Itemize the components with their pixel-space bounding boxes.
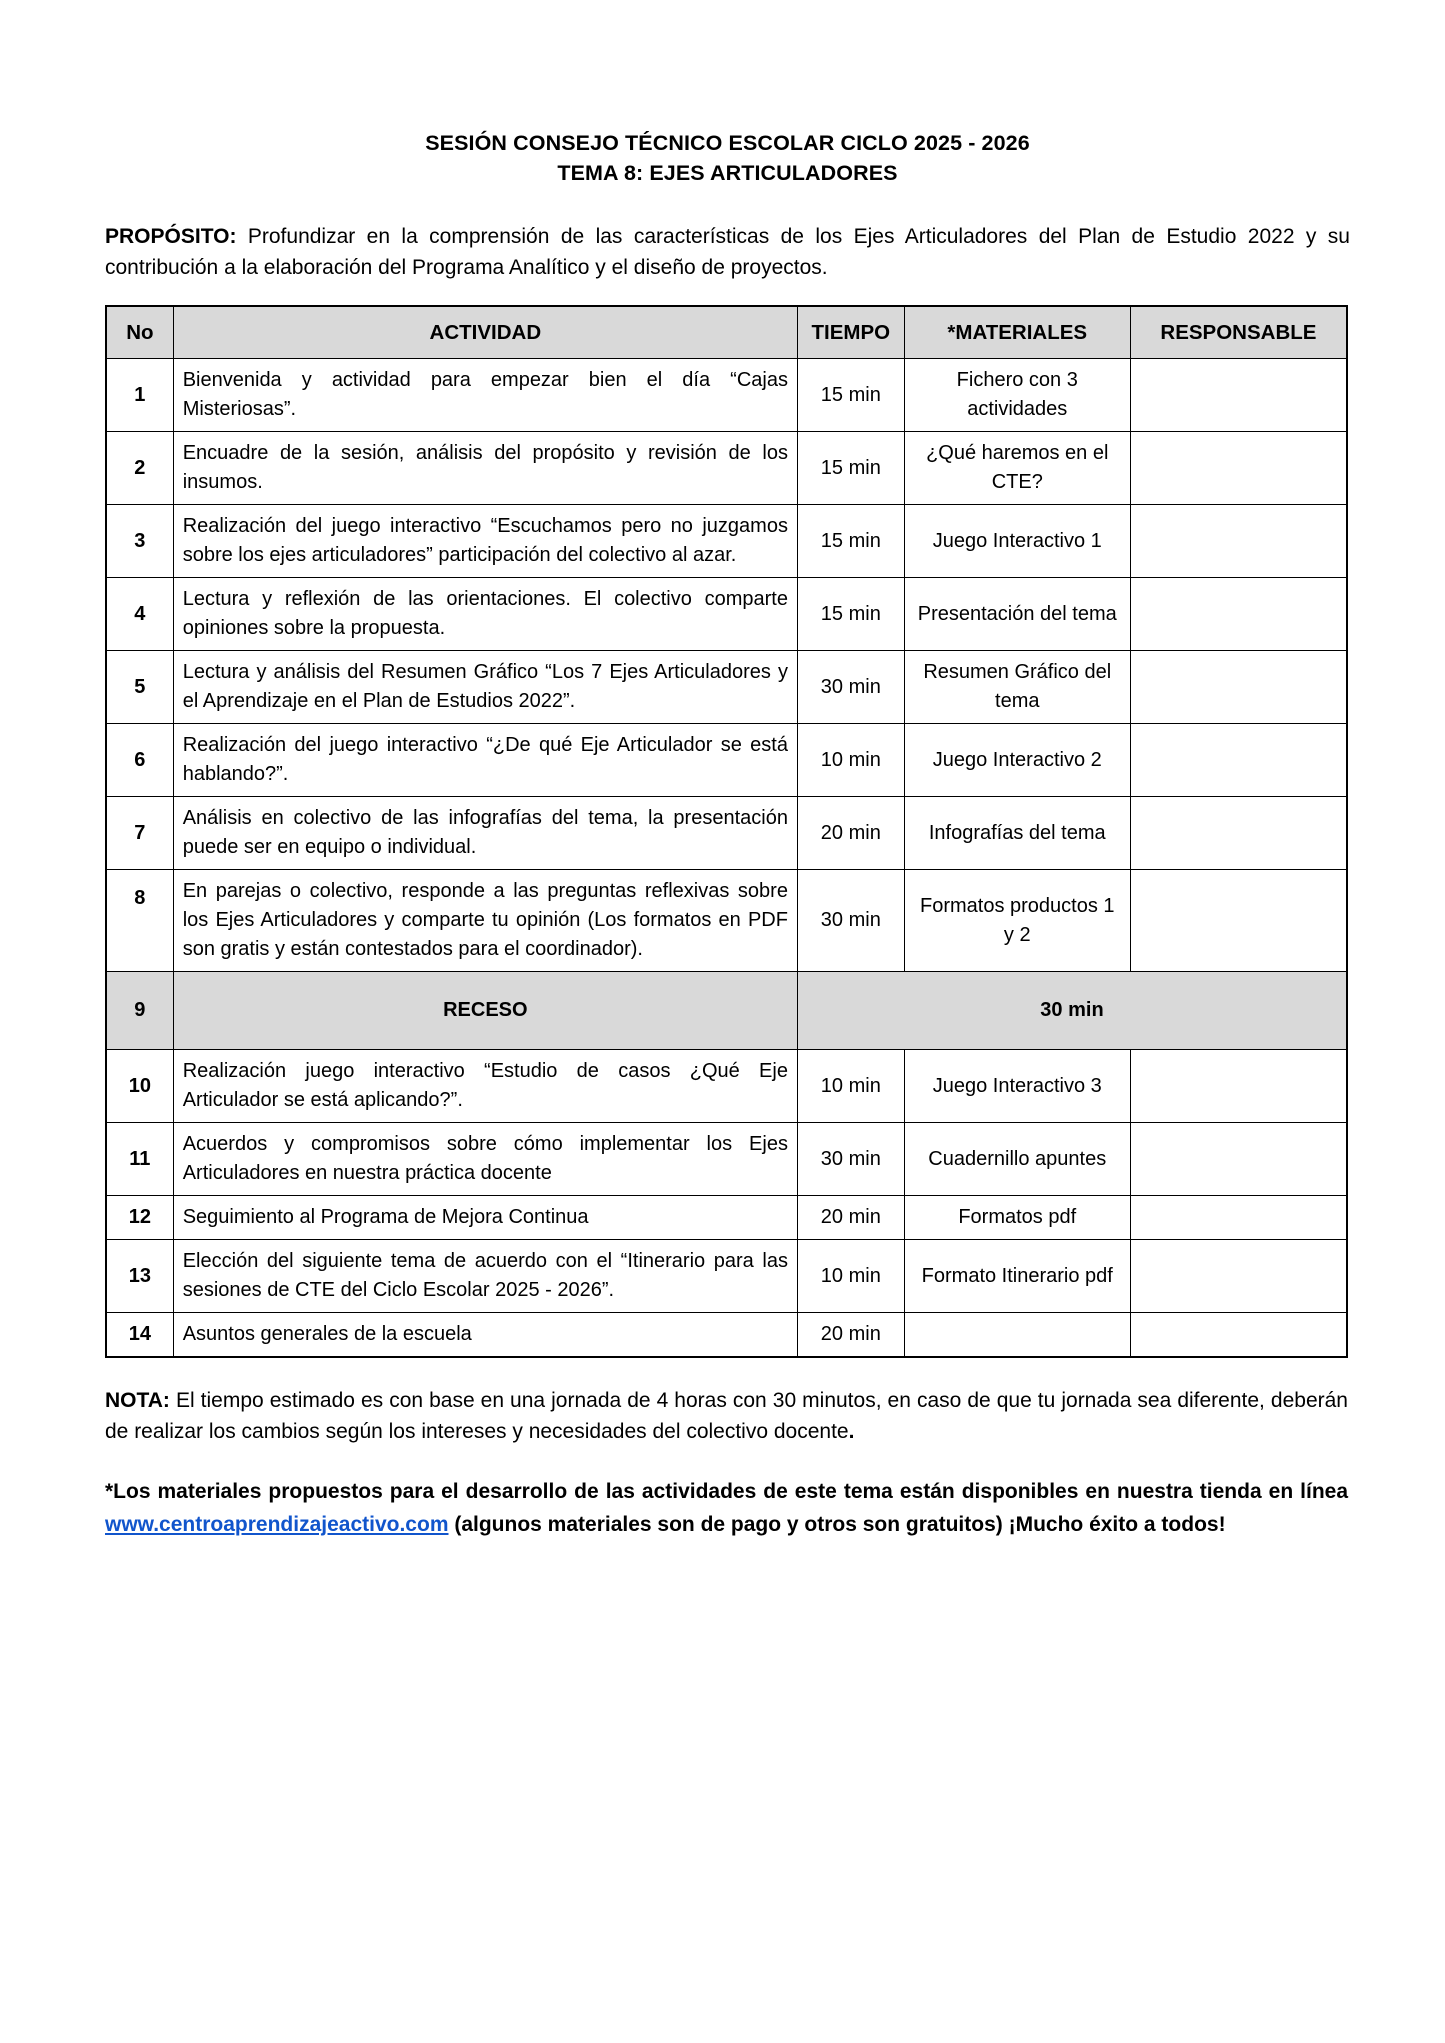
- row-time: 20 min: [797, 1196, 904, 1240]
- row-activity: Realización del juego interactivo “Escuchamos pero no juzgamos sobre los ejes articuladores” participación del colectivo al azar.: [173, 505, 797, 578]
- row-responsible[interactable]: [1130, 797, 1347, 870]
- nota-end-period: .: [848, 1420, 855, 1443]
- row-time: 15 min: [797, 578, 904, 651]
- row-activity: En parejas o colectivo, responde a las preguntas reflexivas sobre los Ejes Articuladores y comparte tu opinión (Los formatos en PDF son gratis y están contestados para el coordinador).: [173, 870, 797, 972]
- nota-label: NOTA:: [105, 1389, 170, 1412]
- row-responsible[interactable]: [1130, 1123, 1347, 1196]
- row-time: 30 min: [797, 1123, 904, 1196]
- row-time: 15 min: [797, 432, 904, 505]
- row-activity: Asuntos generales de la escuela: [173, 1313, 797, 1358]
- row-time: 10 min: [797, 724, 904, 797]
- row-responsible[interactable]: [1130, 1313, 1347, 1358]
- row-number: 12: [106, 1196, 173, 1240]
- title-line-1: SESIÓN CONSEJO TÉCNICO ESCOLAR CICLO 2025 - 2026: [425, 131, 1030, 155]
- store-note-paragraph: [105, 1475, 1348, 1541]
- purpose-text: Profundizar en la comprensión de las características de los Ejes Articuladores del Plan de Estudio 2022 y su contribución a la elaboración del Programa Analítico y el diseño de proyectos.: [105, 225, 1350, 279]
- row-materials: Resumen Gráfico del tema: [904, 651, 1130, 724]
- row-materials: Formato Itinerario pdf: [904, 1240, 1130, 1313]
- table-row: [106, 1196, 1347, 1240]
- table-row: [106, 1313, 1347, 1358]
- row-materials: Juego Interactivo 3: [904, 1050, 1130, 1123]
- table-header-row: [106, 306, 1347, 359]
- store-note-part-2: (algunos materiales son de pago y otros son gratuitos) ¡Mucho éxito a todos!: [448, 1513, 1226, 1536]
- table-row: [106, 359, 1347, 432]
- col-header-no: No: [106, 306, 173, 359]
- store-note-part-1: *Los materiales propuestos para el desarrollo de las actividades de este tema están disponibles en nuestra tienda en línea: [105, 1480, 1348, 1503]
- row-responsible[interactable]: [1130, 1196, 1347, 1240]
- receso-number: 9: [106, 972, 173, 1050]
- row-time: 15 min: [797, 359, 904, 432]
- row-materials: Formatos productos 1 y 2: [904, 870, 1130, 972]
- row-time: 10 min: [797, 1240, 904, 1313]
- purpose-label: PROPÓSITO:: [105, 225, 237, 248]
- row-number: 1: [106, 359, 173, 432]
- row-activity: Lectura y análisis del Resumen Gráfico “Los 7 Ejes Articuladores y el Aprendizaje en el Plan de Estudios 2022”.: [173, 651, 797, 724]
- col-header-time: TIEMPO: [797, 306, 904, 359]
- col-header-materials: *MATERIALES: [904, 306, 1130, 359]
- row-responsible[interactable]: [1130, 1050, 1347, 1123]
- row-materials: Cuadernillo apuntes: [904, 1123, 1130, 1196]
- row-activity: Realización juego interactivo “Estudio de casos ¿Qué Eje Articulador se está aplicando?”.: [173, 1050, 797, 1123]
- row-number: 3: [106, 505, 173, 578]
- row-materials: Infografías del tema: [904, 797, 1130, 870]
- table-row: [106, 1240, 1347, 1313]
- row-time: 15 min: [797, 505, 904, 578]
- row-responsible[interactable]: [1130, 432, 1347, 505]
- row-time: 30 min: [797, 870, 904, 972]
- table-row: [106, 505, 1347, 578]
- row-activity: Seguimiento al Programa de Mejora Continua: [173, 1196, 797, 1240]
- row-materials: [904, 1313, 1130, 1358]
- row-materials: Juego Interactivo 1: [904, 505, 1130, 578]
- row-materials: Juego Interactivo 2: [904, 724, 1130, 797]
- row-materials: Fichero con 3 actividades: [904, 359, 1130, 432]
- table-row: [106, 870, 1347, 972]
- table-row: [106, 724, 1347, 797]
- table-row: [106, 797, 1347, 870]
- nota-text: El tiempo estimado es con base en una jornada de 4 horas con 30 minutos, en caso de que tu jornada sea diferente, deberán de realizar los cambios según los intereses y necesidades del colectivo docente: [105, 1389, 1348, 1443]
- row-number: 2: [106, 432, 173, 505]
- row-number: 5: [106, 651, 173, 724]
- row-activity: Bienvenida y actividad para empezar bien el día “Cajas Misteriosas”.: [173, 359, 797, 432]
- row-activity: Análisis en colectivo de las infografías del tema, la presentación puede ser en equipo o individual.: [173, 797, 797, 870]
- row-responsible[interactable]: [1130, 724, 1347, 797]
- table-row: [106, 651, 1347, 724]
- row-activity: Acuerdos y compromisos sobre cómo implementar los Ejes Articuladores en nuestra práctica docente: [173, 1123, 797, 1196]
- row-number: 8: [106, 870, 173, 972]
- row-activity: Lectura y reflexión de las orientaciones. El colectivo comparte opiniones sobre la propuesta.: [173, 578, 797, 651]
- row-responsible[interactable]: [1130, 1240, 1347, 1313]
- row-activity: Realización del juego interactivo “¿De qué Eje Articulador se está hablando?”.: [173, 724, 797, 797]
- table-row: [106, 578, 1347, 651]
- row-number: 6: [106, 724, 173, 797]
- store-link[interactable]: www.centroaprendizajeactivo.com: [105, 1513, 449, 1536]
- row-number: 11: [106, 1123, 173, 1196]
- row-materials: ¿Qué haremos en el CTE?: [904, 432, 1130, 505]
- row-responsible[interactable]: [1130, 505, 1347, 578]
- row-time: 20 min: [797, 1313, 904, 1358]
- agenda-table: [105, 305, 1348, 1358]
- table-row: [106, 432, 1347, 505]
- table-row: [106, 1123, 1347, 1196]
- row-time: 20 min: [797, 797, 904, 870]
- row-number: 7: [106, 797, 173, 870]
- receso-time: 30 min: [797, 972, 1347, 1050]
- row-responsible[interactable]: [1130, 578, 1347, 651]
- row-materials: Formatos pdf: [904, 1196, 1130, 1240]
- row-number: 13: [106, 1240, 173, 1313]
- row-number: 10: [106, 1050, 173, 1123]
- title-line-2: TEMA 8: EJES ARTICULADORES: [557, 161, 898, 185]
- row-responsible[interactable]: [1130, 870, 1347, 972]
- col-header-responsible: RESPONSABLE: [1130, 306, 1347, 359]
- row-activity: Elección del siguiente tema de acuerdo con el “Itinerario para las sesiones de CTE del Ciclo Escolar 2025 - 2026”.: [173, 1240, 797, 1313]
- receso-row: [106, 972, 1347, 1050]
- row-activity: Encuadre de la sesión, análisis del propósito y revisión de los insumos.: [173, 432, 797, 505]
- row-responsible[interactable]: [1130, 359, 1347, 432]
- row-number: 4: [106, 578, 173, 651]
- row-time: 10 min: [797, 1050, 904, 1123]
- nota-paragraph: [105, 1385, 1348, 1447]
- purpose-paragraph: [105, 221, 1350, 283]
- receso-label: RECESO: [173, 972, 797, 1050]
- row-number: 14: [106, 1313, 173, 1358]
- row-materials: Presentación del tema: [904, 578, 1130, 651]
- page-title: [105, 128, 1350, 188]
- table-row: [106, 1050, 1347, 1123]
- row-responsible[interactable]: [1130, 651, 1347, 724]
- col-header-activity: ACTIVIDAD: [173, 306, 797, 359]
- row-time: 30 min: [797, 651, 904, 724]
